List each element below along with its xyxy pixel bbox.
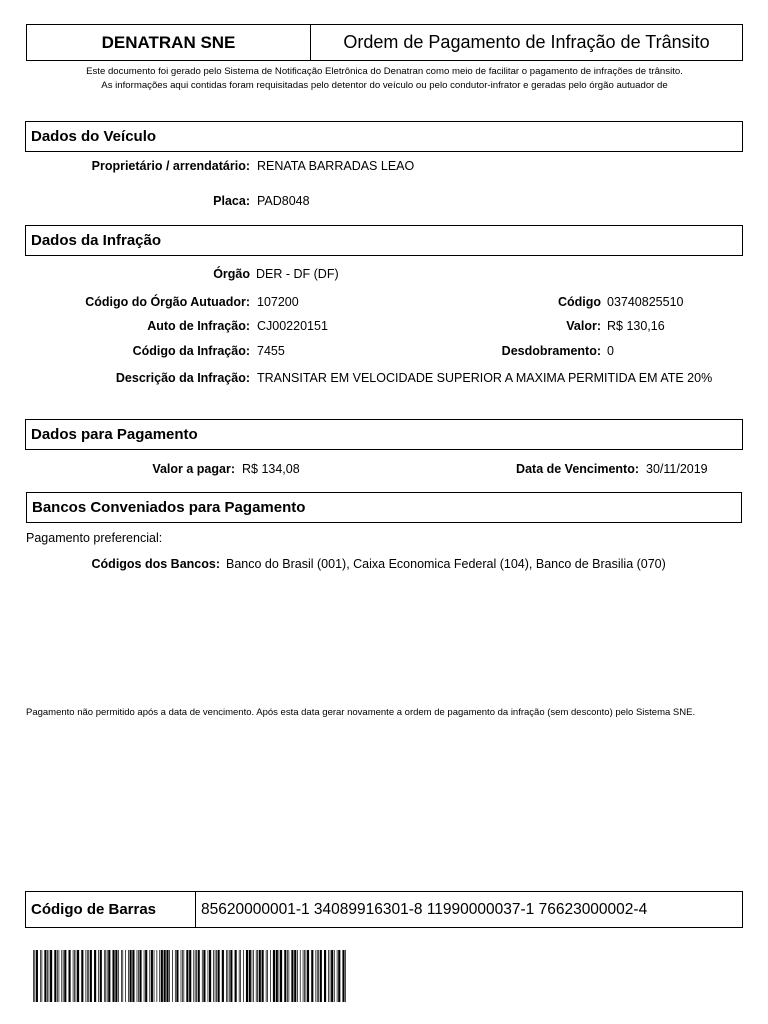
barcode-bar [87,950,88,1002]
barcode-bar [235,950,237,1002]
barcode-bar [107,950,108,1002]
barcode-bar [138,950,139,1002]
barcode-bar [132,950,134,1002]
orgao-label: Órgão [213,267,250,281]
plate-label: Placa: [213,194,250,208]
descricao-label: Descrição da Infração: [115,371,250,385]
barcode-bar [77,950,79,1002]
barcode-bar [108,950,110,1002]
barcode-bar [64,950,66,1002]
barcode-bar [331,950,333,1002]
barcode-bar [218,950,220,1002]
intro-line-1: Este documento foi gerado pelo Sistema de Notificação Eletrônica do Denatran como meio de facilitar o pagamento de infrações de trânsito. [86,66,683,77]
barcode-bar [166,950,168,1002]
desdobramento-value: 0 [607,344,614,358]
barcode-bar [149,950,150,1002]
barcode-bar [227,950,228,1002]
barcode-bar [280,950,282,1002]
auto-label: Auto de Infração: [147,319,250,333]
barcode-bar [243,950,244,1002]
barcode-bar [257,950,258,1002]
barcode-bar [90,950,92,1002]
infracao-code-label: Código da Infração: [132,344,250,358]
barcode-bar [40,950,41,1002]
barcode-bar [249,950,251,1002]
payment-note: Pagamento não permitido após a data de vencimento. Após esta data gerar novamente a ordem de pagamento da infração (sem desconto) pelo Sistema SNE. [26,707,696,718]
barcode-bar [259,950,261,1002]
plate-value: PAD8048 [257,194,310,208]
barcode-bar [86,950,87,1002]
barcode-bar [115,950,117,1002]
barcode-bar [76,950,77,1002]
codigo-value: 03740825510 [607,295,684,309]
barcode-bar [213,950,214,1002]
barcode-bar [276,950,278,1002]
barcode-bar [54,950,56,1002]
barcode-bar [88,950,89,1002]
barcode-bar [216,950,217,1002]
barcode-bar [229,950,230,1002]
barcode-bar [61,950,62,1002]
barcode-bar [34,950,35,1002]
barcode-bar [73,950,74,1002]
barcode-bar [130,950,132,1002]
barcode-bar [33,950,34,1002]
barcode-bar [279,950,280,1002]
barcode-bar [215,950,216,1002]
barcode-bar [318,950,319,1002]
section-payment: Dados para Pagamento [25,419,743,450]
barcode-bar [144,950,145,1002]
barcode-bar [262,950,264,1002]
amount-label: Valor a pagar: [152,462,235,476]
barcode-bar [324,950,326,1002]
brand-title: DENATRAN SNE [26,24,311,61]
barcode-bar [267,950,268,1002]
barcode-bar [105,950,106,1002]
barcode-bar [157,950,158,1002]
barcode-bar [273,950,275,1002]
barcode-bar [289,950,290,1002]
barcode-bar [59,950,60,1002]
barcode-label: Código de Barras [25,891,196,928]
descricao-value: TRANSITAR EM VELOCIDADE SUPERIOR A MAXIMA PERMITIDA EM ATE 20% [257,371,713,385]
barcode-bar [338,950,340,1002]
section-banks: Bancos Conveniados para Pagamento [26,492,742,523]
barcode-bar [304,950,305,1002]
barcode-bar [300,950,301,1002]
barcode-bar [209,950,211,1002]
barcode-bar [122,950,123,1002]
barcode-bar [183,950,184,1002]
barcode-bar [246,950,248,1002]
barcode-bar [137,950,138,1002]
barcode-bar [125,950,126,1002]
barcode-bar [176,950,178,1002]
barcode-bar [311,950,313,1002]
barcode-bar [252,950,253,1002]
barcode-bar [315,950,316,1002]
barcode-bar [154,950,155,1002]
barcode-bar [239,950,240,1002]
barcode-bar [253,950,254,1002]
barcode-bar [98,950,99,1002]
barcode-bar [193,950,194,1002]
barcode-bar [320,950,322,1002]
barcode-bar [169,950,170,1002]
barcode-bar [151,950,153,1002]
barcode-bar [81,950,83,1002]
barcode-bar [291,950,293,1002]
barcode-bar [284,950,286,1002]
barcode-bar [104,950,105,1002]
barcode-bar [266,950,267,1002]
barcode-bar [297,950,298,1002]
codigo-label: Código [557,295,601,309]
barcode-bar [342,950,344,1002]
barcode-bar [195,950,196,1002]
barcode-bar [50,950,52,1002]
barcode-bar [270,950,271,1002]
document-title: Ordem de Pagamento de Infração de Trânsito [310,24,743,61]
orgao-value: DER - DF (DF) [256,267,339,281]
auto-value: CJ00220151 [257,319,328,333]
barcode-bar [328,950,329,1002]
owner-value: RENATA BARRADAS LEAO [257,159,415,173]
barcode-bar [198,950,200,1002]
barcode-bar [334,950,335,1002]
barcode-bar [139,950,141,1002]
barcode-bar [337,950,338,1002]
barcode-bar [208,950,209,1002]
barcode-bar [317,950,318,1002]
barcode-bar [287,950,288,1002]
barcode-bar [74,950,75,1002]
barcode-bar [145,950,147,1002]
intro-line-2: As informações aqui contidas foram requisitadas pelo detentor do veículo ou pelo condutor-infrator e geradas pelo órgão autuador de [101,80,668,91]
barcode-bar [181,950,182,1002]
owner-label: Proprietário / arrendatário: [91,159,250,173]
barcode-bar [226,950,227,1002]
barcode-bar [94,950,96,1002]
barcode-bar [189,950,191,1002]
preferential-text: Pagamento preferencial: [26,531,163,545]
barcode-bar [196,950,197,1002]
infracao-code-value: 7455 [257,344,285,358]
barcode-bar [57,950,58,1002]
orgao-code-value: 107200 [257,295,299,309]
barcode-bar [42,950,43,1002]
section-infraction: Dados da Infração [25,225,743,256]
barcode-bar [303,950,304,1002]
desdobramento-label: Desdobramento: [501,344,601,358]
barcode-bar [63,950,64,1002]
barcode-bar [112,950,114,1002]
barcode-bar [230,950,232,1002]
barcode-bar [100,950,102,1002]
barcode-bar [47,950,48,1002]
barcode-bar [164,950,166,1002]
barcode-bar [44,950,46,1002]
barcode-bar [330,950,331,1002]
orgao-code-label: Código do Órgão Autuador: [85,295,250,309]
barcode-bar [202,950,203,1002]
barcode-bar [161,950,163,1002]
barcode-bar [172,950,173,1002]
barcode-bar [121,950,122,1002]
amount-value: R$ 134,08 [242,462,300,476]
barcode-bar [128,950,129,1002]
bank-codes-label: Códigos dos Bancos: [91,557,220,571]
barcode-bar [68,950,70,1002]
due-date-value: 30/11/2019 [646,462,708,476]
barcode-bar [175,950,176,1002]
valor-label: Valor: [566,319,601,333]
barcode-bar [240,950,241,1002]
barcode-bar [256,950,257,1002]
barcode-bar [203,950,205,1002]
barcode-bar [294,950,296,1002]
barcode-image [33,950,346,1002]
section-vehicle: Dados do Veículo [25,121,743,152]
due-date-label: Data de Vencimento: [516,462,639,476]
barcode-bar [307,950,309,1002]
barcode-digits: 85620000001-1 34089916301-8 11990000037-1 76623000002-4 [195,891,743,928]
valor-value: R$ 130,16 [607,319,665,333]
barcode-bar [118,950,119,1002]
barcode-bar [159,950,160,1002]
barcode-bar [306,950,307,1002]
barcode-bar [222,950,224,1002]
barcode-bar [182,950,183,1002]
barcode-bar [345,950,346,1002]
barcode-bar [186,950,188,1002]
bank-codes-value: Banco do Brasil (001), Caixa Economica Federal (104), Banco de Brasilia (070) [226,557,666,571]
barcode-bar [49,950,50,1002]
barcode-bar [36,950,38,1002]
